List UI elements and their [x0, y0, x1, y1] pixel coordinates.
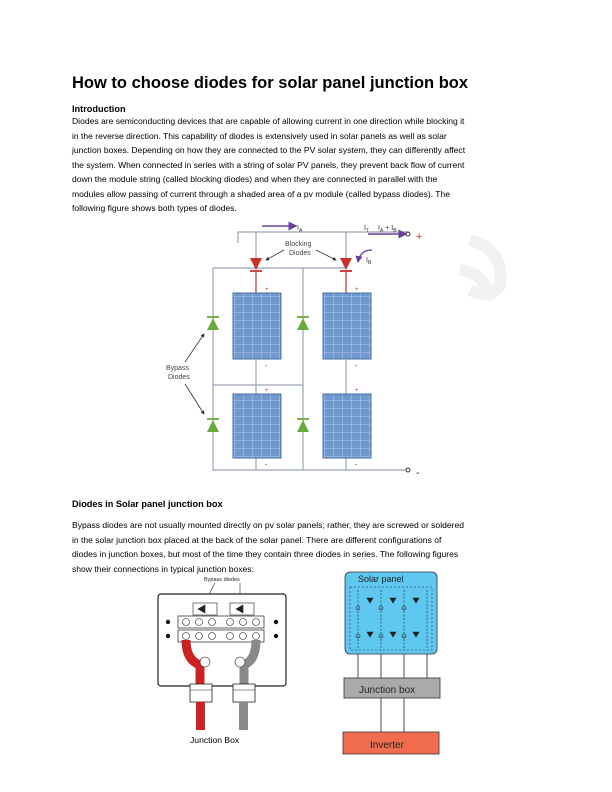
section2-line: in the solar junction box placed at the back of the solar panel. There are different configurations of	[72, 534, 442, 545]
page-title: How to choose diodes for solar panel junction box	[72, 74, 469, 92]
junction-box-figure	[150, 574, 290, 734]
svg-text:-: -	[265, 462, 268, 469]
intro-heading: Introduction	[72, 104, 126, 114]
svg-text:+: +	[265, 388, 269, 394]
section2-line: diodes in junction boxes, but most of the time they contain three diodes in series. The following figures	[72, 549, 459, 559]
svg-text:Diodes: Diodes	[168, 374, 190, 381]
svg-text:+: +	[265, 287, 269, 293]
intro-line: the system. When connected in series with a string of solar PV panels, they prevent back flow of current	[72, 159, 465, 170]
svg-text:-: -	[355, 462, 358, 469]
intro-line: down the module string (called blocking diodes) and when they are connected in parallel with the	[72, 174, 438, 184]
current-it-label: $I_T$	[364, 225, 370, 234]
bypass-diodes-small-label: Bypass diodes	[204, 577, 240, 583]
svg-text:-: -	[265, 363, 268, 370]
junction-box-caption: Junction Box	[190, 735, 240, 745]
current-sum-label: $I_A + I_B$	[378, 225, 397, 234]
intro-line: modules allow passing of current through a shaded area of a pv module (called bypass diodes). The	[72, 188, 451, 199]
bypass-diodes-label: Bypass	[166, 365, 189, 372]
section2-heading: Diodes in Solar panel junction box	[72, 499, 223, 509]
svg-text:IA: $I_A$	[297, 225, 303, 234]
intro-line: following figure shows both types of diodes.	[72, 203, 237, 213]
intro-line: Diodes are semiconducting devices that are capable of allowing current in one direction while blocking it	[72, 116, 465, 126]
svg-text:-: -	[355, 363, 358, 370]
section2-line: show their connections in typical junction boxes:	[72, 563, 254, 574]
solar-panel-block-label: Solar panel	[358, 574, 404, 584]
system-block-figure	[336, 568, 446, 758]
svg-text:+: +	[416, 231, 423, 243]
svg-text:+: +	[355, 287, 359, 293]
section2-paragraph	[72, 518, 542, 576]
svg-text:-: -	[416, 467, 420, 479]
inverter-block-label: Inverter	[370, 740, 404, 751]
svg-text:+: +	[355, 388, 359, 394]
section2-line: Bypass diodes are not usually mounted directly on pv solar panels; rather, they are screwed or soldered	[72, 520, 464, 530]
blocking-diodes-label: Blocking	[285, 241, 312, 248]
intro-line: junction boxes. Depending on how they are connected to the PV solar system, they can differently affect	[72, 145, 466, 155]
intro-line: in the reverse direction. This capability of diodes is extensively used in solar panels as well as solar	[72, 130, 447, 141]
svg-text:IB: $I_B$	[366, 257, 372, 266]
solar-panel-block	[345, 572, 437, 654]
junction-box-block-label: Junction box	[359, 685, 416, 696]
svg-text:Diodes: Diodes	[289, 250, 311, 257]
